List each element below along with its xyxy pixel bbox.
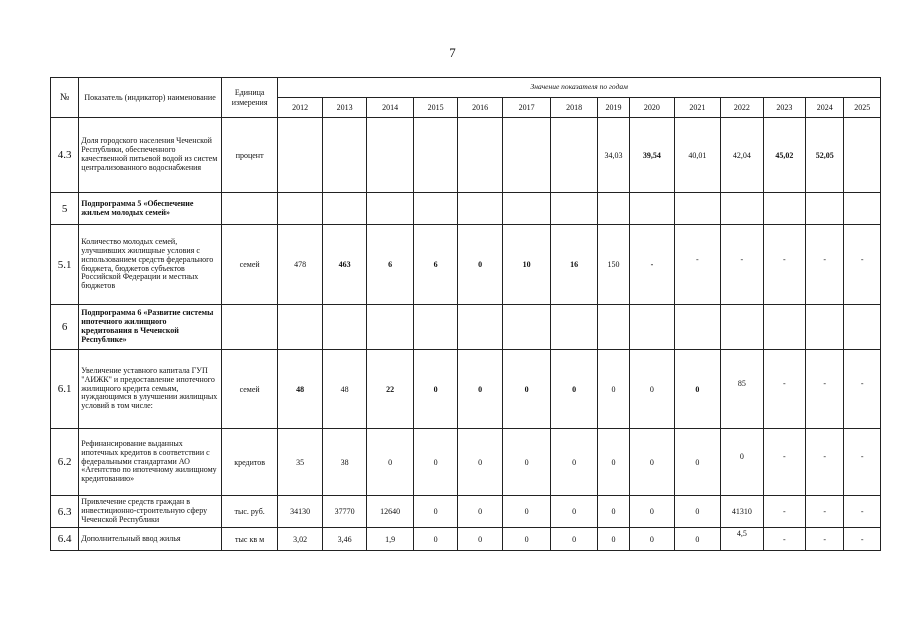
table-row bbox=[51, 225, 881, 305]
value-cell-2024 bbox=[806, 193, 844, 225]
value-cell-2015: 0 bbox=[413, 429, 457, 496]
header-year-2019: 2019 bbox=[597, 98, 629, 118]
value-cell-2021: 0 bbox=[674, 350, 721, 429]
value-cell-2016: 0 bbox=[458, 225, 502, 305]
value-cell-2018: 0 bbox=[551, 429, 598, 496]
value-cell-2023: - bbox=[763, 528, 805, 551]
value-cell-2019: 0 bbox=[597, 496, 629, 528]
value-cell-2017 bbox=[502, 193, 551, 225]
value-cell-2018 bbox=[551, 193, 598, 225]
value-cell-2021: 0 bbox=[674, 496, 721, 528]
value-cell-2016 bbox=[458, 118, 502, 193]
row-number: 6 bbox=[51, 305, 79, 350]
value-cell-2022: 0 bbox=[721, 429, 763, 496]
page-number: 7 bbox=[449, 45, 456, 60]
value-cell-2023: - bbox=[763, 350, 805, 429]
value-cell-2025: - bbox=[844, 528, 881, 551]
value-cell-2017 bbox=[502, 305, 551, 350]
header-unit: Единица измерения bbox=[221, 78, 278, 118]
table-row bbox=[51, 350, 881, 429]
value-cell-2019 bbox=[597, 305, 629, 350]
value-cell-2012 bbox=[278, 305, 322, 350]
value-cell-2025: - bbox=[844, 429, 881, 496]
value-cell-2017: 10 bbox=[502, 225, 551, 305]
value-cell-2024 bbox=[806, 305, 844, 350]
value-cell-2013 bbox=[322, 118, 366, 193]
value-cell-2015 bbox=[413, 118, 457, 193]
value-cell-2012 bbox=[278, 193, 322, 225]
value-cell-2018: 0 bbox=[551, 496, 598, 528]
value-cell-2017: 0 bbox=[502, 528, 551, 551]
value-cell-2012: 3,02 bbox=[278, 528, 322, 551]
value-cell-2016: 0 bbox=[458, 350, 502, 429]
unit-cell: тыс. руб. bbox=[221, 496, 278, 528]
value-cell-2020 bbox=[630, 305, 674, 350]
value-cell-2024: - bbox=[806, 429, 844, 496]
indicator-name: Количество молодых семей, улучшивших жилищные условия с использованием средств федерального бюджета, бюджетов субъектов Российской Федерации и местных бюджетов bbox=[79, 225, 222, 305]
value-cell-2014: 12640 bbox=[367, 496, 414, 528]
value-cell-2012 bbox=[278, 118, 322, 193]
indicator-name: Доля городского населения Чеченской Республики, обеспеченного качественной питьевой водой из систем централизованного водоснабжения bbox=[79, 118, 222, 193]
table-row bbox=[51, 118, 881, 193]
header-year-2022: 2022 bbox=[721, 98, 763, 118]
row-number: 5.1 bbox=[51, 225, 79, 305]
value-cell-2014: 6 bbox=[367, 225, 414, 305]
value-cell-2019: 150 bbox=[597, 225, 629, 305]
value-cell-2014: 0 bbox=[367, 429, 414, 496]
unit-cell: процент bbox=[221, 118, 278, 193]
value-cell-2022 bbox=[721, 193, 763, 225]
value-cell-2022: - bbox=[721, 225, 763, 305]
row-number: 4.3 bbox=[51, 118, 79, 193]
value-cell-2020: 0 bbox=[630, 496, 674, 528]
value-cell-2018 bbox=[551, 118, 598, 193]
value-cell-2017: 0 bbox=[502, 429, 551, 496]
row-number: 6.1 bbox=[51, 350, 79, 429]
value-cell-2015: 0 bbox=[413, 496, 457, 528]
value-cell-2013: 3,46 bbox=[322, 528, 366, 551]
value-cell-2021: 0 bbox=[674, 429, 721, 496]
value-cell-2013: 38 bbox=[322, 429, 366, 496]
value-cell-2015: 6 bbox=[413, 225, 457, 305]
header-num: № bbox=[51, 78, 79, 118]
header-year-2020: 2020 bbox=[630, 98, 674, 118]
value-cell-2025: - bbox=[844, 225, 881, 305]
value-cell-2013 bbox=[322, 193, 366, 225]
unit-cell: кредитов bbox=[221, 429, 278, 496]
table-row bbox=[51, 528, 881, 551]
value-cell-2021 bbox=[674, 305, 721, 350]
value-cell-2013 bbox=[322, 305, 366, 350]
value-cell-2014 bbox=[367, 118, 414, 193]
unit-cell bbox=[221, 305, 278, 350]
header-year-2018: 2018 bbox=[551, 98, 598, 118]
value-cell-2013: 48 bbox=[322, 350, 366, 429]
value-cell-2019: 34,03 bbox=[597, 118, 629, 193]
value-cell-2022: 85 bbox=[721, 350, 763, 429]
header-year-2014: 2014 bbox=[367, 98, 414, 118]
table-row bbox=[51, 305, 881, 350]
value-cell-2024: - bbox=[806, 528, 844, 551]
value-cell-2019: 0 bbox=[597, 350, 629, 429]
value-cell-2012: 478 bbox=[278, 225, 322, 305]
value-cell-2013: 37770 bbox=[322, 496, 366, 528]
header-indicator: Показатель (индикатор) наименование bbox=[79, 78, 222, 118]
value-cell-2022: 41310 bbox=[721, 496, 763, 528]
value-cell-2016: 0 bbox=[458, 496, 502, 528]
value-cell-2016 bbox=[458, 305, 502, 350]
value-cell-2023: - bbox=[763, 496, 805, 528]
value-cell-2014: 22 bbox=[367, 350, 414, 429]
value-cell-2018 bbox=[551, 305, 598, 350]
value-cell-2014 bbox=[367, 193, 414, 225]
value-cell-2012: 35 bbox=[278, 429, 322, 496]
value-cell-2023 bbox=[763, 305, 805, 350]
value-cell-2018: 16 bbox=[551, 225, 598, 305]
value-cell-2019: 0 bbox=[597, 429, 629, 496]
table-row bbox=[51, 496, 881, 528]
value-cell-2020: - bbox=[630, 225, 674, 305]
value-cell-2023: 45,02 bbox=[763, 118, 805, 193]
header-year-2021: 2021 bbox=[674, 98, 721, 118]
value-cell-2020: 0 bbox=[630, 429, 674, 496]
unit-cell: семей bbox=[221, 225, 278, 305]
value-cell-2017 bbox=[502, 118, 551, 193]
value-cell-2025: - bbox=[844, 350, 881, 429]
value-cell-2020: 0 bbox=[630, 528, 674, 551]
value-cell-2021: - bbox=[674, 225, 721, 305]
header-year-2016: 2016 bbox=[458, 98, 502, 118]
value-cell-2018: 0 bbox=[551, 528, 598, 551]
value-cell-2012: 48 bbox=[278, 350, 322, 429]
value-cell-2014: 1,9 bbox=[367, 528, 414, 551]
indicator-name: Рефинансирование выданных ипотечных кредитов в соответствии с федеральными стандартами АО «Агентство по ипотечному жилищному кредитованию» bbox=[79, 429, 222, 496]
value-cell-2014 bbox=[367, 305, 414, 350]
value-cell-2025: - bbox=[844, 496, 881, 528]
value-cell-2015 bbox=[413, 305, 457, 350]
header-year-2015: 2015 bbox=[413, 98, 457, 118]
value-cell-2012: 34130 bbox=[278, 496, 322, 528]
header-year-2017: 2017 bbox=[502, 98, 551, 118]
value-cell-2021 bbox=[674, 193, 721, 225]
value-cell-2017: 0 bbox=[502, 496, 551, 528]
value-cell-2024: - bbox=[806, 350, 844, 429]
value-cell-2023 bbox=[763, 193, 805, 225]
value-cell-2018: 0 bbox=[551, 350, 598, 429]
indicator-name: Дополнительный ввод жилья bbox=[79, 528, 222, 551]
row-number: 6.4 bbox=[51, 528, 79, 551]
value-cell-2023: - bbox=[763, 429, 805, 496]
indicator-name: Подпрограмма 5 «Обеспечение жильем молодых семей» bbox=[79, 193, 222, 225]
header-years-group: Значение показателя по годам bbox=[278, 78, 881, 98]
unit-cell: семей bbox=[221, 350, 278, 429]
value-cell-2019 bbox=[597, 193, 629, 225]
value-cell-2024: - bbox=[806, 225, 844, 305]
value-cell-2020 bbox=[630, 193, 674, 225]
value-cell-2017: 0 bbox=[502, 350, 551, 429]
unit-cell: тыс кв м bbox=[221, 528, 278, 551]
value-cell-2023: - bbox=[763, 225, 805, 305]
value-cell-2022: 42,04 bbox=[721, 118, 763, 193]
value-cell-2016: 0 bbox=[458, 429, 502, 496]
value-cell-2015: 0 bbox=[413, 528, 457, 551]
value-cell-2022 bbox=[721, 305, 763, 350]
header-year-2025: 2025 bbox=[844, 98, 881, 118]
indicator-name: Подпрограмма 6 «Развитие системы ипотечного жилищного кредитования в Чеченской Республике» bbox=[79, 305, 222, 350]
unit-cell bbox=[221, 193, 278, 225]
value-cell-2021: 40,01 bbox=[674, 118, 721, 193]
value-cell-2024: 52,05 bbox=[806, 118, 844, 193]
header-year-2023: 2023 bbox=[763, 98, 805, 118]
value-cell-2020: 0 bbox=[630, 350, 674, 429]
value-cell-2013: 463 bbox=[322, 225, 366, 305]
indicator-name: Привлечение средств граждан в инвестиционно-строительную сферу Чеченской Республики bbox=[79, 496, 222, 528]
row-number: 6.2 bbox=[51, 429, 79, 496]
table-row bbox=[51, 193, 881, 225]
value-cell-2024: - bbox=[806, 496, 844, 528]
header-year-2013: 2013 bbox=[322, 98, 366, 118]
row-number: 5 bbox=[51, 193, 79, 225]
value-cell-2025 bbox=[844, 305, 881, 350]
table-row bbox=[51, 429, 881, 496]
value-cell-2025 bbox=[844, 118, 881, 193]
value-cell-2022: 4,5 bbox=[721, 528, 763, 551]
row-number: 6.3 bbox=[51, 496, 79, 528]
header-year-2024: 2024 bbox=[806, 98, 844, 118]
value-cell-2015: 0 bbox=[413, 350, 457, 429]
value-cell-2025 bbox=[844, 193, 881, 225]
header-year-2012: 2012 bbox=[278, 98, 322, 118]
value-cell-2016: 0 bbox=[458, 528, 502, 551]
indicators-table bbox=[50, 77, 881, 551]
value-cell-2016 bbox=[458, 193, 502, 225]
value-cell-2021: 0 bbox=[674, 528, 721, 551]
indicator-name: Увеличение уставного капитала ГУП "АИЖК" и предоставление ипотечного жилищного кредита семьям, нуждающимся в улучшении жилищных условий в том числе: bbox=[79, 350, 222, 429]
value-cell-2020: 39,54 bbox=[630, 118, 674, 193]
value-cell-2019: 0 bbox=[597, 528, 629, 551]
value-cell-2015 bbox=[413, 193, 457, 225]
